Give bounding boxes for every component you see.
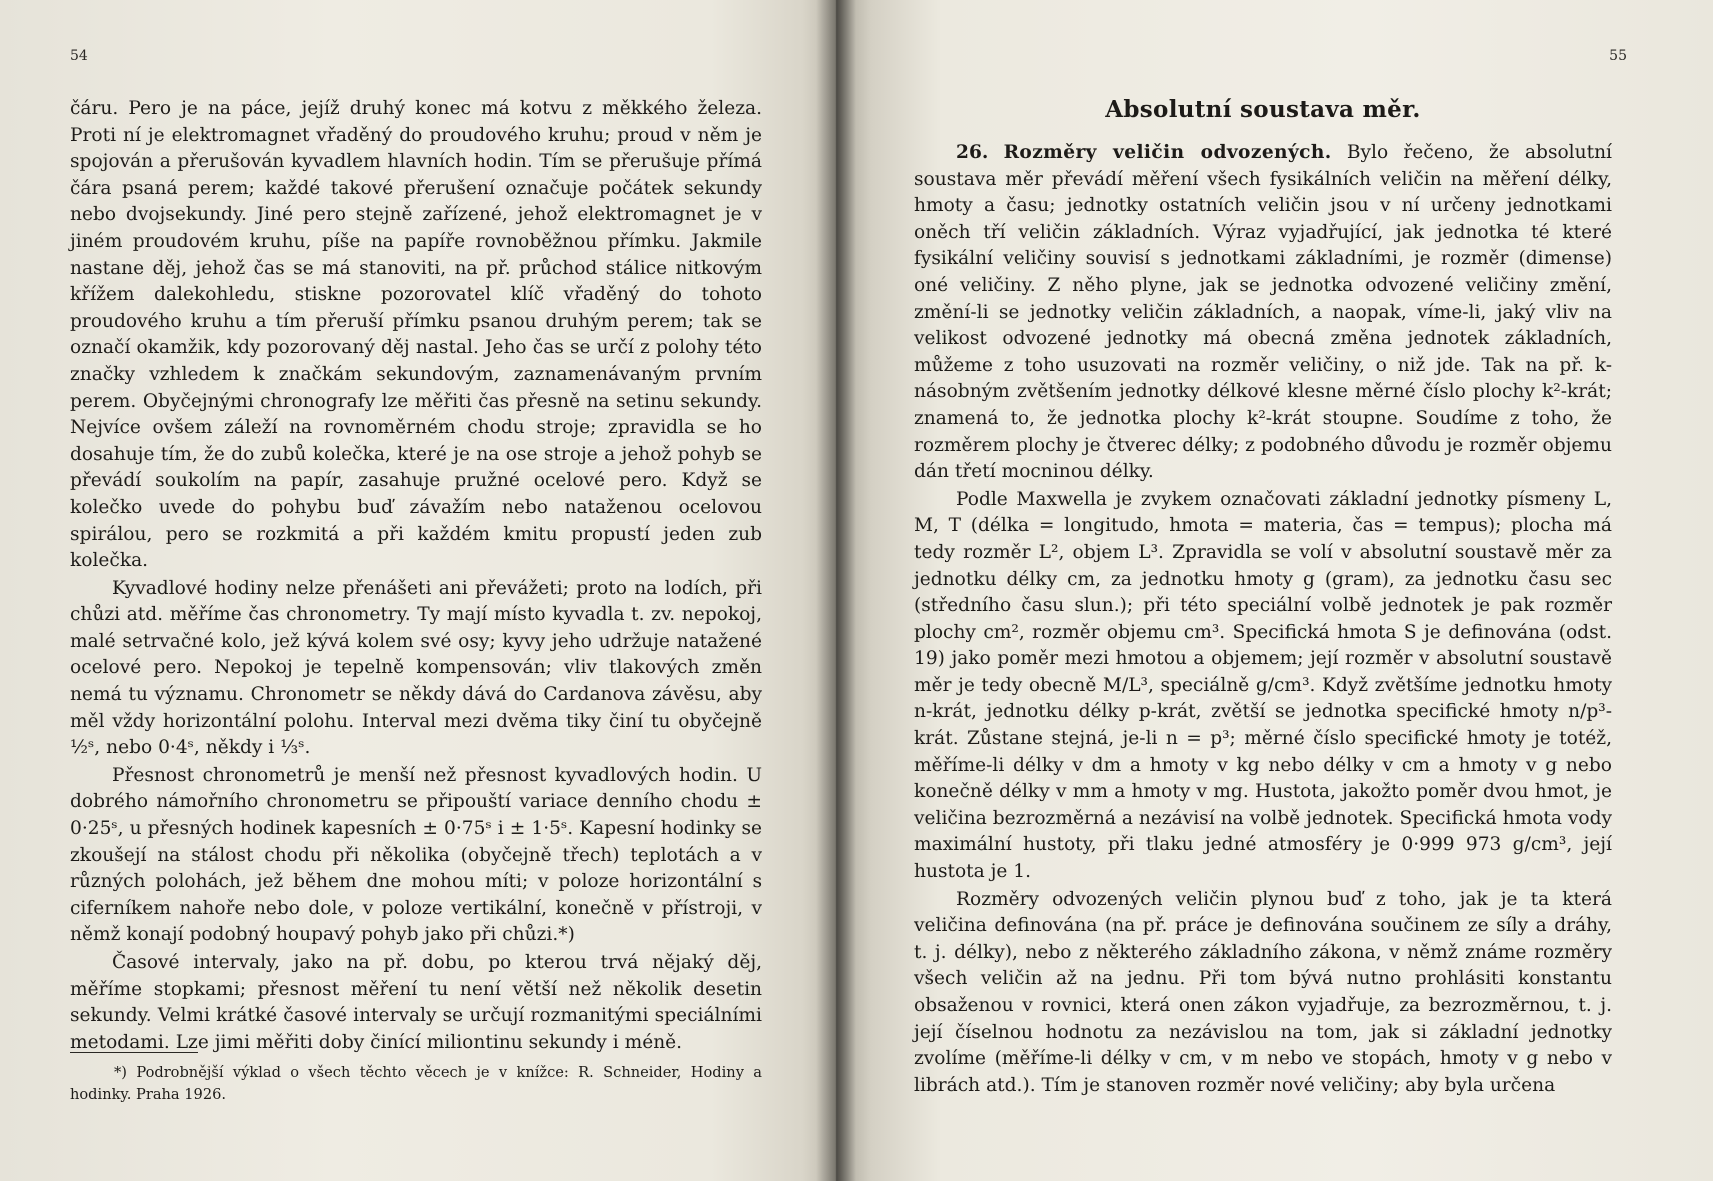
footnote <box>70 1062 762 1106</box>
left-body-text <box>70 96 762 1056</box>
paragraph: Časové intervaly, jako na př. dobu, po kterou trvá nějaký děj, měříme stopkami; přesnost měření tu není větší než několik desetin sekundy. Velmi krátké časové intervaly se určují rozmanitými speciálními metodami. Lze jimi měřiti doby činící miliontinu sekundy i méně. <box>70 952 762 1053</box>
right-body-text <box>914 140 1612 1099</box>
section-title: Rozměry veličin odvozených. <box>1003 142 1332 163</box>
paragraph: čáru. Pero je na páce, jejíž druhý konec má kotvu z měkkého železa. Proti ní je elektromagnet vřaděný do proudového kruhu; proud v něm je spojován a přerušován kyvadlem hlavních hodin. Tím se přerušuje přímá čára psaná perem; každé takové přerušení označuje počátek sekundy nebo dvojsekundy. Jiné pero stejně zařízené, jehož elektromagnet je v jiném proudovém kruhu, píše na papíře rovnoběžnou přímku. Jakmile nastane děj, jehož čas se má stanoviti, na př. průchod stálice nitkovým křížem dalekohledu, stiskne pozorovatel klíč vřaděný do tohoto proudového kruhu a tím přeruší přímku psanou druhým perem; tak se označí okamžik, kdy pozorovaný děj nastal. Jeho čas se určí z polohy této značky vzhledem k značkám sekundovým, zaznamenávaným prvním perem. Obyčejnými chronografy lze měřiti čas přesně na setinu sekundy. Nejvíce ovšem záleží na rovnoměrném chodu stroje; zpravidla se ho dosahuje tím, že do zubů kolečka, které je na ose stroje a jehož pohyb se převádí soukolím na papír, zasahuje pružné ocelové pero. Když se kolečko uvede do pohybu buď závažím nebo nataženou ocelovou spirálou, pero se rozkmitá a při každém kmitu propustí jeden zub kolečka. <box>70 98 762 572</box>
footnote-text: *) Podrobnější výklad o všech těchto věcech je v knížce: R. Schneider, Hodiny a hodinky. Praha 1926. <box>70 1064 762 1103</box>
right-page <box>836 0 1713 1181</box>
section-number: 26. <box>956 142 989 163</box>
paragraph: Podle Maxwella je zvykem označovati základní jednotky písmeny L, M, T (délka = longitudo, hmota = materia, čas = tempus); plocha má tedy rozměr L², objem L³. Zpravidla se volí v absolutní soustavě měr za jednotku délky cm, za jednotku hmoty g (gram), za jednotku času sec (středního času slun.); při této speciální volbě jednotek je pak rozměr plochy cm², rozměr objemu cm³. Specifická hmota S je definována (odst. 19) jako poměr mezi hmotou a objemem; její rozměr v absolutní soustavě měr je tedy obecně M/L³, speciálně g/cm³. Když zvětšíme jednotku hmoty n-krát, jednotku délky p-krát, zvětší se jednotka specifické hmoty n/p³-krát. Zůstane stejná, je-li n = p³; měrné číslo specifické hmoty je totéž, měříme-li délky v dm a hmoty v kg nebo délky v cm a hmoty v g nebo konečně délky v mm a hmoty v mg. Hustota, jakožto poměr dvou hmot, je veličina bezrozměrná a nezávisí na volbě jednotek. Specifická hmota vody maximální hustoty, při tlaku jedné atmosféry je 0·999 973 g/cm³, její hustota je 1. <box>914 488 1612 883</box>
page-number: 55 <box>1609 48 1627 64</box>
footnote-rule <box>70 1052 198 1053</box>
paragraph-text: Bylo řečeno, že absolutní soustava měr převádí měření všech fysikálních veličin na měření délky, hmoty a času; jednotky ostatních veličin jsou v ní určeny jednotkami oněch tří veličin základních. Výraz vyjadřující, jak jednotka té které fysikální veličiny souvisí s jednotkami základními, je rozměr (dimense) oné veličiny. Z něho plyne, jak se jednotka odvozené veličiny změní, změní-li se jednotky veličin základních, a naopak, víme-li, jaký vliv na velikost odvozené jednotky má obecná změna jednotek základních, můžeme z toho usuzovati na rozměr veličiny, o niž jde. Tak na př. k-násobným zvětšením jednotky délkové klesne měrné číslo plochy k²-krát; znamená to, že jednotka plochy k²-krát stoupne. Soudíme z toho, že rozměrem plochy je čtverec délky; z podobného důvodu je rozměr objemu dán třetí mocninou délky. <box>914 142 1612 483</box>
paragraph: Přesnost chronometrů je menší než přesnost kyvadlových hodin. U dobrého námořního chronometru se připouští variace denního chodu ± 0·25ˢ, u přesných hodinek kapesních ± 0·75ˢ i ± 1·5ˢ. Kapesní hodinky se zkoušejí na stálost chodu při několika (obyčejně třech) teplotách a v různých polohách, jež během dne mohou míti; v poloze horizontální s ciferníkem nahoře nebo dole, v poloze vertikální, konečně v přístroji, v němž konají podobný houpavý pohyb jako při chůzi.*) <box>70 764 762 946</box>
paragraph: Rozměry odvozených veličin plynou buď z toho, jak je ta která veličina definována (na př. práce je definována součinem ze síly a dráhy, t. j. délky), nebo z některého základního zákona, v němž známe rozměry všech veličin až na jednu. Při tom bývá nutno prohlásiti konstantu obsaženou v rovnici, která onen zákon vyjadřuje, za bezrozměrnou, t. j. její číselnou hodnotu za nezávislou na tom, jak si základní jednotky zvolíme (měříme-li délky v cm, v m nebo ve stopách, hmoty v g nebo v librách atd.). Tím je stanoven rozměr nové veličiny; aby byla určena <box>914 888 1612 1096</box>
paragraph: Kyvadlové hodiny nelze přenášeti ani převážeti; proto na lodích, při chůzi atd. měříme čas chronometry. Ty mají místo kyvadla t. zv. nepokoj, malé setrvačné kolo, jež kývá kolem své osy; kyvy jeho udržuje natažené ocelové pero. Nepokoj je tepelně kompensován; vliv tlakových změn nemá tu významu. Chronometr se někdy dává do Cardanova závěsu, aby měl vždy horizontální polohu. Interval mezi dvěma tiky činí tu obyčejně ½ˢ, nebo 0·4ˢ, někdy i ⅓ˢ. <box>70 577 762 759</box>
paragraph <box>914 140 1612 486</box>
page-number: 54 <box>70 48 88 64</box>
left-page <box>0 0 836 1181</box>
chapter-heading: Absolutní soustava měr. <box>1105 96 1421 123</box>
